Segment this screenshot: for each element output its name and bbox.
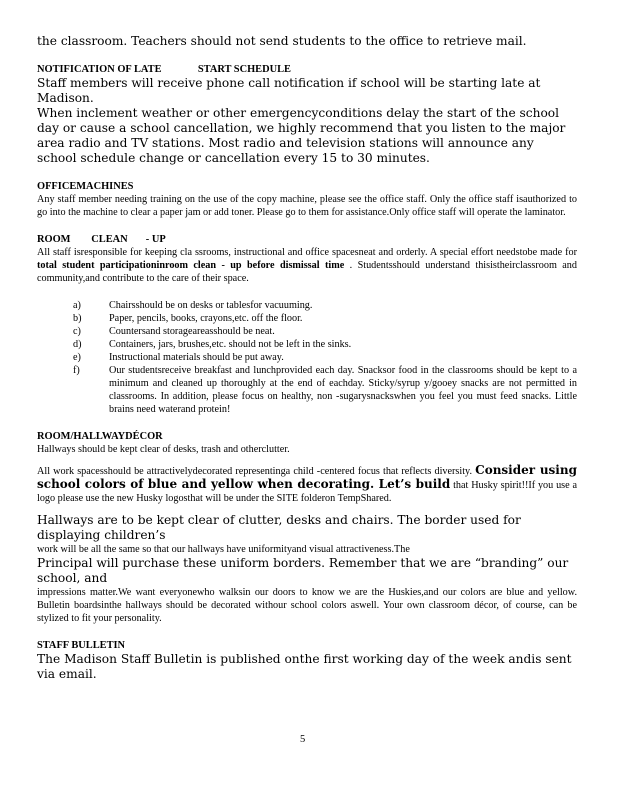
office-heading: OFFICEMACHINES [37, 181, 134, 192]
document-page [37, 34, 577, 682]
list-item: e) Instructional materials should be put away. [73, 352, 284, 363]
notification-line: Staff members will receive phone call notification if school will be starting late at Madison. [37, 76, 541, 105]
cleanup-heading: ROOM CLEAN - UP [37, 234, 166, 245]
cleanup-paragraph [37, 246, 577, 285]
list-item: a) Chairsshould be on desks or tablesfor vacuuming. [73, 300, 313, 311]
hallway-text-a: All work spacesshould be attractivelydecorated representinga child -centered focus that reflects diversity. [37, 466, 476, 477]
cleanup-text-a: All staff isresponsible for keeping cla ssrooms, instructional and office spacesneat and orderly. A special effort needstobe made for [37, 247, 577, 258]
hallway-big-line-2: Principal will purchase these uniform borders. Remember that we are “branding” our school, and [37, 556, 569, 585]
cleanup-bold-text: total student participationinroom clean - up before dismissal time [37, 260, 345, 271]
hallway-heading: ROOM/HALLWAYDÉCOR [37, 431, 163, 442]
cleanup-text-b: . Studentsshould understand thisistheirclassroom and community,and contribute to the care of their space. [37, 260, 577, 284]
hallway-line: Hallways should be kept clear of desks, trash and otherclutter. [37, 444, 290, 455]
cleanup-list [37, 299, 577, 416]
hallway-small-paragraph: impressions matter.We want everyonewho walksin our doors to know we are the Huskies,and our colors are blue and yellow. Bulletin boardsinthe hallways should be decorated withour school colors aswell. Your own classroom décor, of course, can be stylized to fit your personality. [37, 587, 577, 624]
office-paragraph: Any staff member needing training on the use of the copy machine, please see the office staff. Only the office staff isauthorized to go into the machine to clear a paper jam or add toner. Please go to them for assistance.Only office staff will operate the laminator. [37, 194, 577, 218]
bulletin-line: The Madison Staff Bulletin is published onthe first working day of the week andis sent via email. [37, 652, 572, 681]
hallway-bold-text: Consider using school colors of blue and yellow when decorating. Let’s build [37, 463, 577, 491]
hallway-small-line: work will be all the same so that our hallways have uniformityand visual attractiveness.The [37, 544, 410, 555]
list-item: f) Our studentsreceive breakfast and lunchprovided each day. Snacksor food in the classrooms should be kept to a minimum and cleaned up thoroughly at the end of eachday. Sticky/syrup y/gooey snacks are not permitted in classrooms. In addition, please focus on healthy, non -sugarysnackswhen you feel you must feed snacks. Little brains need waterand protein! [73, 365, 577, 415]
list-item: d) Containers, jars, brushes,etc. should not be left in the sinks. [73, 339, 352, 350]
page-number: 5 [300, 734, 306, 745]
hallway-paragraph [37, 464, 577, 505]
intro-line: the classroom. Teachers should not send students to the office to retrieve mail. [37, 34, 527, 48]
hallway-big-line: Hallways are to be kept clear of clutter, desks and chairs. The border used for displaying children’s [37, 513, 521, 542]
bulletin-heading: STAFF BULLETIN [37, 640, 126, 651]
list-item: b) Paper, pencils, books, crayons,etc. off the floor. [73, 313, 303, 324]
hallway-text-b: that Husky spirit!!If you use a logo please use the new Husky logosthat will be under the SITE folderon TempShared. [37, 480, 577, 504]
list-item: c) Countersand storageareasshould be neat. [73, 326, 275, 337]
notification-heading: NOTIFICATION OF LATE START SCHEDULE [37, 64, 291, 75]
notification-paragraph: When inclement weather or other emergencyconditions delay the start of the school day or cause a school cancellation, we highly recommend that you listen to the major area radio and TV stations. Most radio and television stations will announce any school schedule change or cancellation every 15 to 30 minutes. [37, 106, 566, 165]
